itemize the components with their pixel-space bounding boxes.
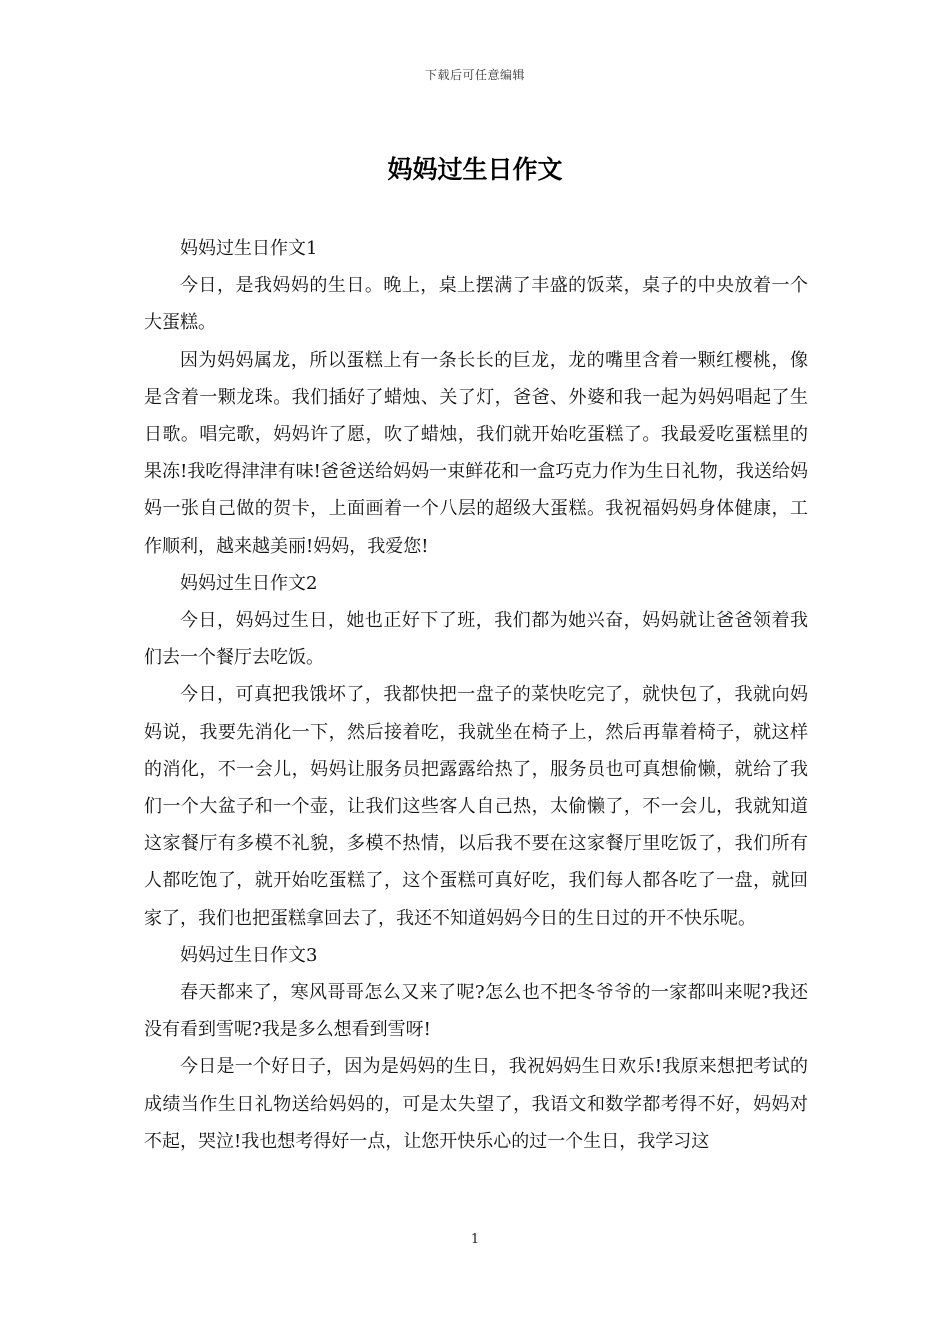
section-heading-3: 妈妈过生日作文3 [180, 944, 318, 966]
document-title: 妈妈过生日作文 [387, 155, 563, 184]
paragraph: 春天都来了，寒风哥哥怎么又来了呢?怎么也不把冬爷爷的一家都叫来呢?我还没有看到雪呢?我是多么想看到雪呀! [144, 982, 808, 1041]
page-number: 1 [470, 1232, 480, 1247]
page-header: 下载后可任意编辑 [424, 68, 525, 82]
paragraph: 今日，妈妈过生日，她也正好下了班，我们都为她兴奋，妈妈就让爸爸领着我们去一个餐厅去吃饭。 [144, 610, 808, 669]
paragraph: 今日是一个好日子，因为是妈妈的生日，我祝妈妈生日欢乐!我原来想把考试的成绩当作生日礼物送给妈妈的，可是太失望了，我语文和数学都考得不好，妈妈对不起，哭泣!我也想考得好一点，让您开快乐心的过一个生日，我学习这 [144, 1056, 808, 1152]
paragraph: 今日，可真把我饿坏了，我都快把一盘子的菜快吃完了，就快包了，我就向妈妈说，我要先消化一下，然后接着吃，我就坐在椅子上，然后再靠着椅子，就这样的消化，不一会儿，妈妈让服务员把露露给热了，服务员也可真想偷懒，就给了我们一个大盆子和一个壶，让我们这些客人自己热，太偷懒了，不一会儿，我就知道这家餐厅有多模不礼貌，多模不热情，以后我不要在这家餐厅里吃饭了，我们所有人都吃饱了，就开始吃蛋糕了，这个蛋糕可真好吃，我们每人都各吃了一盘，就回家了，我们也把蛋糕拿回去了，我还不知道妈妈今日的生日过的开不快乐呢。 [144, 684, 808, 929]
section-heading-1: 妈妈过生日作文1 [180, 238, 318, 259]
paragraph: 今日，是我妈妈的生日。晚上，桌上摆满了丰盛的饭菜，桌子的中央放着一个大蛋糕。 [144, 275, 808, 334]
paragraph: 因为妈妈属龙，所以蛋糕上有一条长长的巨龙，龙的嘴里含着一颗红樱桃，像是含着一颗龙珠。我们插好了蜡烛、关了灯，爸爸、外婆和我一起为妈妈唱起了生日歌。唱完歌，妈妈许了愿，吹了蜡烛，我们就开始吃蛋糕了。我最爱吃蛋糕里的果冻!我吃得津津有味!爸爸送给妈妈一束鲜花和一盒巧克力作为生日礼物，我送给妈妈一张自己做的贺卡，上面画着一个八层的超级大蛋糕。我祝福妈妈身体健康，工作顺利，越来越美丽!妈妈，我爱您! [144, 349, 808, 557]
document-body [144, 230, 808, 1160]
section-heading-2: 妈妈过生日作文2 [180, 572, 318, 594]
